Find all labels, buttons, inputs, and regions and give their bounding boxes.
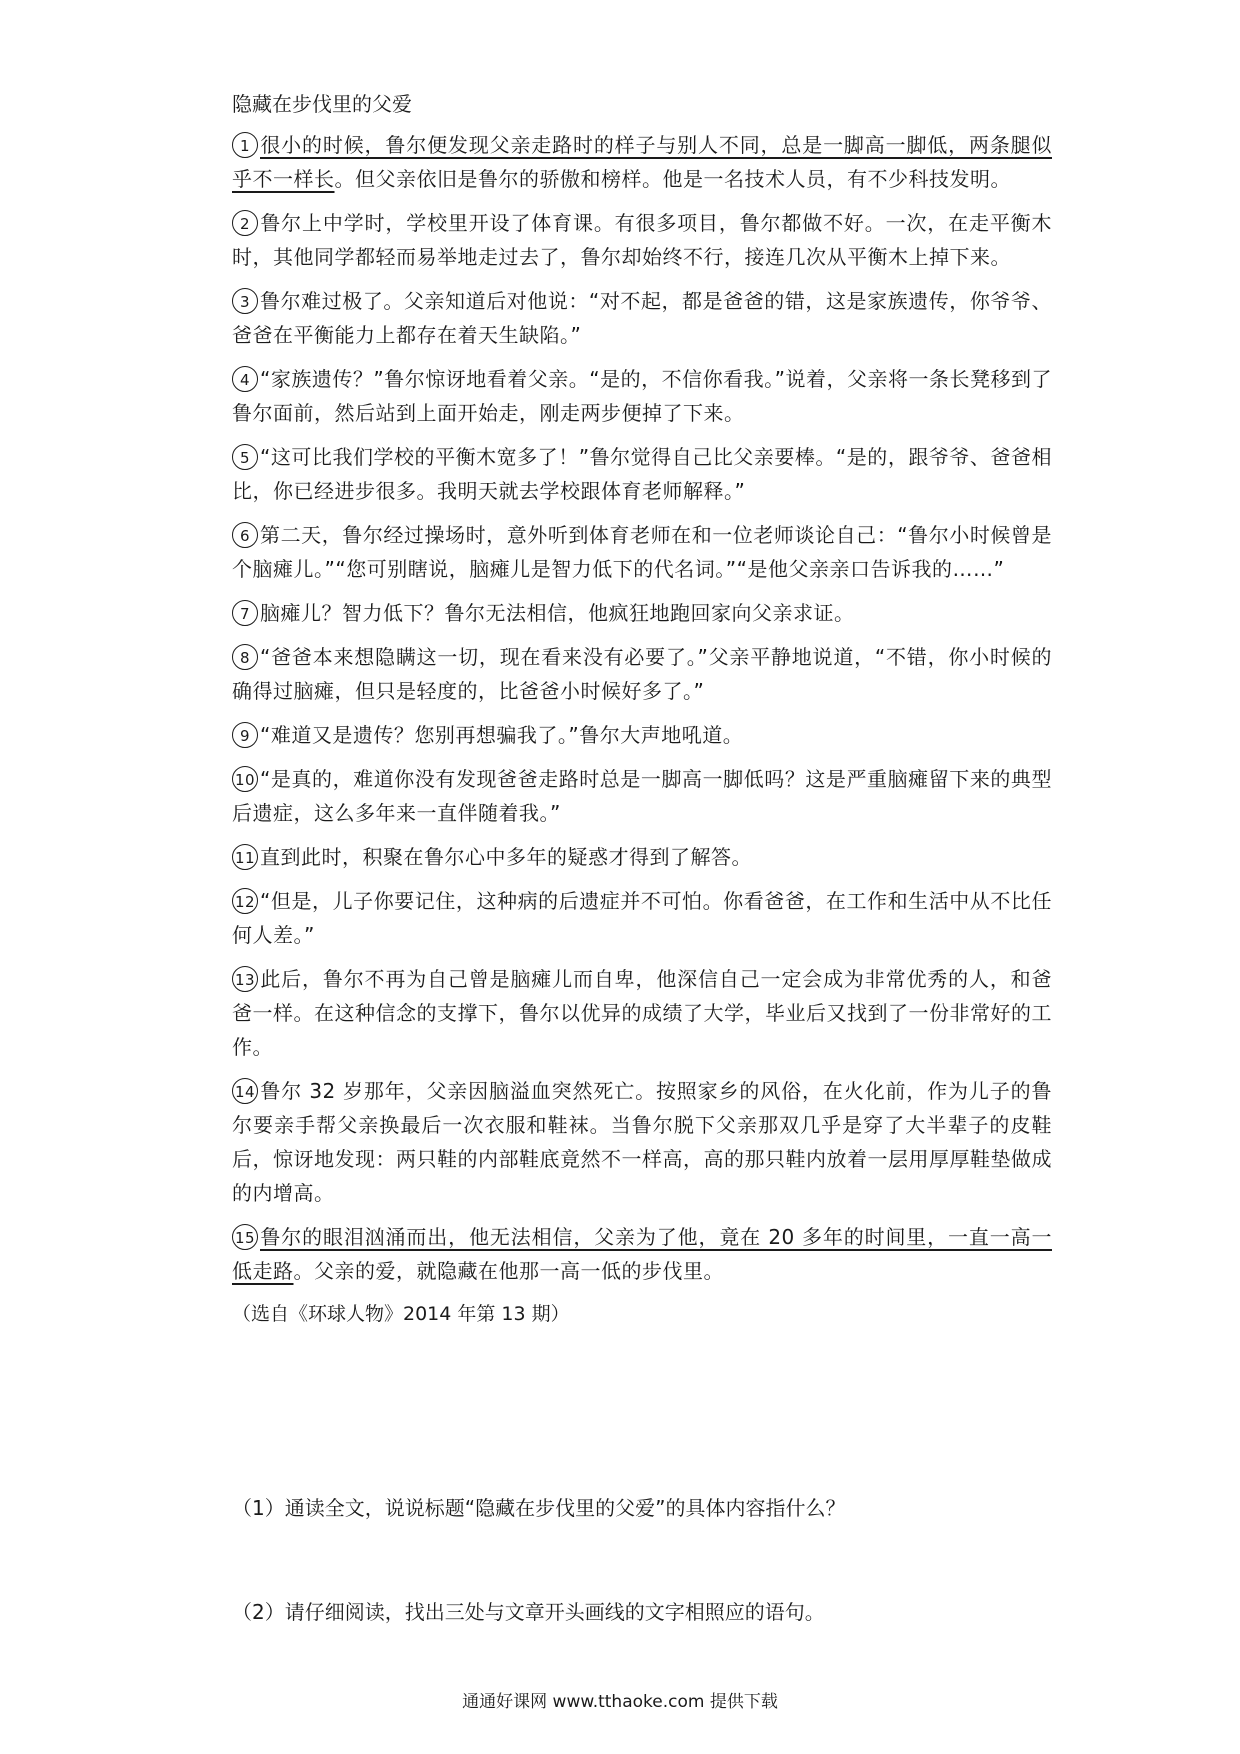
paragraph-number: 4 (232, 366, 258, 392)
question-2-text: 请仔细阅读，找出三处与文章开头画线的文字相照应的语句。 (284, 1600, 825, 1624)
paragraph-number: 3 (232, 288, 258, 314)
paragraph-text: 此后，鲁尔不再为自己曾是脑瘫儿而自卑，他深信自己一定会成为非常优秀的人，和爸爸一样。在这种信念的支撑下，鲁尔以优异的成绩了大学，毕业后又找到了一份非常好的工作。 (232, 967, 1052, 1059)
paragraph-11 (232, 840, 1052, 874)
paragraph-number: 7 (232, 600, 258, 626)
paragraph-number: 1 (232, 132, 258, 158)
paragraph-number: 13 (232, 966, 258, 992)
paragraph-number: 8 (232, 644, 258, 670)
question-1-label: （1） (232, 1496, 285, 1520)
paragraph-number: 10 (232, 766, 258, 792)
paragraph-5 (232, 440, 1052, 508)
paragraph-6 (232, 518, 1052, 586)
paragraph-text: 。父亲的爱，就隐藏在他那一高一低的步伐里。 (293, 1259, 724, 1283)
paragraph-3 (232, 284, 1052, 352)
paragraph-text: “家族遗传？”鲁尔惊讶地看着父亲。“是的，不信你看我。”说着，父亲将一条长凳移到了鲁尔面前，然后站到上面开始走，刚走两步便掉了下来。 (232, 367, 1052, 425)
underlined-text: 鲁尔的眼泪汹涌而出，他无法相信，父亲为了他，竟在 20 多年的时间里，一直一高一低走路 (232, 1225, 1052, 1283)
paragraph-text: “这可比我们学校的平衡木宽多了！”鲁尔觉得自己比父亲要棒。“是的，跟爷爷、爸爸相比，你已经进步很多。我明天就去学校跟体育老师解释。” (232, 445, 1052, 503)
underlined-text: 很小的时候，鲁尔便发现父亲走路时的样子与别人不同，总是一脚高一脚低，两条腿似乎不一样长 (232, 133, 1052, 191)
article-source: （选自《环球人物》2014 年第 13 期） (232, 1303, 570, 1325)
paragraph-text: 鲁尔 32 岁那年，父亲因脑溢血突然死亡。按照家乡的风俗，在火化前，作为儿子的鲁尔要亲手帮父亲换最后一次衣服和鞋袜。当鲁尔脱下父亲那双几乎是穿了大半辈子的皮鞋后，惊讶地发现：两只鞋的内部鞋底竟然不一样高，高的那只鞋内放着一层用厚厚鞋垫做成的内增高。 (232, 1079, 1052, 1205)
paragraph-text: 鲁尔难过极了。父亲知道后对他说：“对不起，都是爸爸的错，这是家族遗传，你爷爷、爸爸在平衡能力上都存在着天生缺陷。” (232, 289, 1052, 347)
paragraph-text: 直到此时，积聚在鲁尔心中多年的疑惑才得到了解答。 (260, 845, 752, 869)
paragraph-15 (232, 1220, 1052, 1288)
paragraph-7 (232, 596, 1052, 630)
paragraph-number: 9 (232, 722, 258, 748)
article-title: 隐藏在步伐里的父爱 (232, 92, 412, 116)
paragraph-text: 鲁尔上中学时，学校里开设了体育课。有很多项目，鲁尔都做不好。一次，在走平衡木时，其他同学都轻而易举地走过去了，鲁尔却始终不行，接连几次从平衡木上掉下来。 (232, 211, 1052, 269)
paragraph-12 (232, 884, 1052, 952)
paragraph-4 (232, 362, 1052, 430)
paragraph-number: 15 (232, 1224, 258, 1250)
paragraph-number: 2 (232, 210, 258, 236)
question-1-text: 通读全文，说说标题“隐藏在步伐里的父爱”的具体内容指什么？ (284, 1496, 846, 1520)
paragraph-number: 14 (232, 1078, 258, 1104)
paragraph-number: 11 (232, 844, 258, 870)
paragraph-2 (232, 206, 1052, 274)
paragraph-8 (232, 640, 1052, 708)
paragraph-text: 脑瘫儿？智力低下？鲁尔无法相信，他疯狂地跑回家向父亲求证。 (260, 601, 855, 625)
question-2 (232, 1596, 825, 1628)
paragraph-text: 第二天，鲁尔经过操场时，意外听到体育老师在和一位老师谈论自己：“鲁尔小时候曾是个脑瘫儿。”“您可别瞎说，脑瘫儿是智力低下的代名词。”“是他父亲亲口告诉我的……” (232, 523, 1052, 581)
paragraph-9 (232, 718, 1052, 752)
article (232, 88, 1052, 1624)
paragraph-13 (232, 962, 1052, 1064)
paragraph-number: 6 (232, 522, 258, 548)
paragraph-number: 5 (232, 444, 258, 470)
question-1 (232, 1492, 845, 1524)
paragraph-text: “难道又是遗传？您别再想骗我了。”鲁尔大声地吼道。 (260, 723, 744, 747)
paragraph-text: 。但父亲依旧是鲁尔的骄傲和榜样。他是一名技术人员，有不少科技发明。 (334, 167, 1011, 191)
footer-credit: 通通好课网 www.tthaoke.com 提供下载 (462, 1692, 778, 1712)
paragraph-text: “爸爸本来想隐瞒这一切，现在看来没有必要了。”父亲平静地说道，“不错，你小时候的确得过脑瘫，但只是轻度的，比爸爸小时候好多了。” (232, 645, 1052, 703)
paragraph-text: “是真的，难道你没有发现爸爸走路时总是一脚高一脚低吗？这是严重脑瘫留下来的典型后遗症，这么多年来一直伴随着我。” (232, 767, 1052, 825)
paragraph-10 (232, 762, 1052, 830)
article-body (232, 128, 1052, 1288)
paragraph-text: “但是，儿子你要记住，这种病的后遗症并不可怕。你看爸爸，在工作和生活中从不比任何人差。” (232, 889, 1052, 947)
question-2-label: （2） (232, 1600, 285, 1624)
paragraph-14 (232, 1074, 1052, 1210)
paragraph-1 (232, 128, 1052, 196)
paragraph-number: 12 (232, 888, 258, 914)
